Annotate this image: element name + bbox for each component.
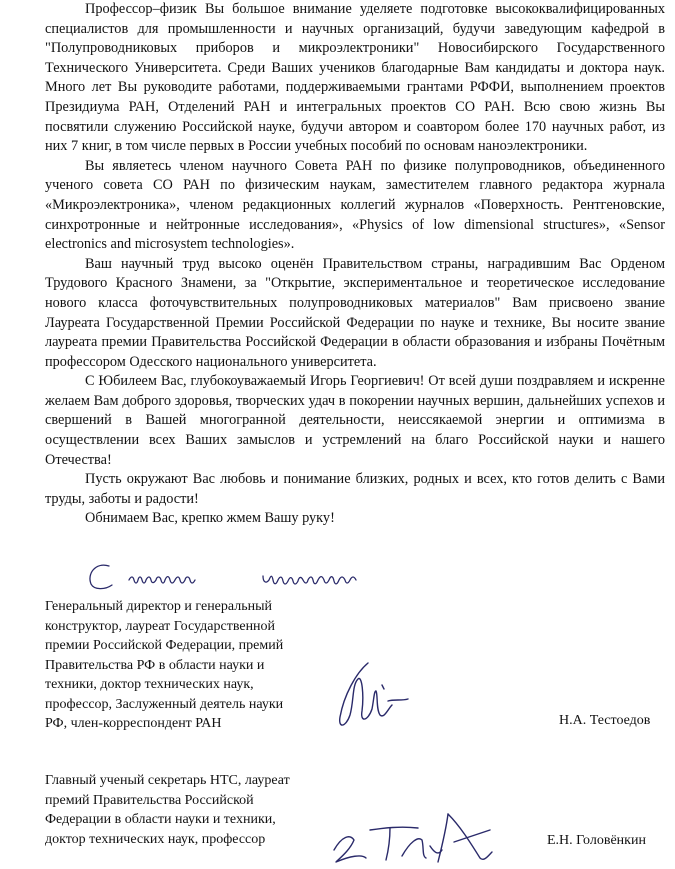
signatory-2-title: Главный ученый секретарь НТС, лауреат премий Правительства Российской Федерации в области науки и техники, доктор технических наук, профессор [45,773,290,847]
paragraph-2: Вы являетесь членом научного Совета РАН по физике полупроводников, объединенного ученого совета СО РАН по физическим наукам, заместителем главного редактора журнала «Микроэлектроника», членом редакционных коллегий журналов «Поверхность. Рентгеновские, синхротронные и нейтронные исследования», «Physics of low dimensional structures», «Sensor electronics and microsystem technologies». [45,157,665,253]
signature-1 [322,655,417,735]
paragraph-4: С Юбилеем Вас, глубокоуважаемый Игорь Георгиевич! От всей души поздравляем и искренне желаем Вам доброго здоровья, творческих удач в покорении научных вершин, дальнейших успехов и свершений в Вашей многогранной деятельности, неиссякаемой энергии и оптимизма в осуществлении всех Ваших замыслов и устремлений на благо Российской науки и нашего Отечества! [45,373,665,468]
paragraph-1: Профессор–физик Вы большое внимание уделяете подготовке высококвалифицированных специалистов для промышленности и научных организаций, будучи заведующим кафедрой в "Полупроводниковых приборов и микроэлектроники" Новосибирского Государственного Технического Университета. Среди Ваших учеников благодарные Вам кандидаты и доктора наук. Много лет Вы руководите работами, поддерживаемыми грантами РФФИ, выполнением проектов Президиума РАН, Отделений РАН и интегральных проектов СО РАН. Всю свою жизнь Вы посвятили служению Российской науке, будучи автором и соавтором более 170 научных работ, из них 7 книг, в том числе первых в России учебных пособий по основам наноэлектроники. [45,1,665,155]
signatory-1-title: Генеральный директор и генеральный конструктор, лауреат Государственной премии Российской Федерации, премий Правительства РФ в области науки и техники, доктор технических наук, профессор, Заслуженный деятель науки РФ, член-корреспондент РАН [45,599,284,731]
letter-body [45,0,665,529]
signatory-1-name: Н.А. Тестоедов [559,713,651,728]
handwritten-regards [85,560,415,594]
closing-line: Обнимаем Вас, крепко жмем Вашу руку! [85,510,335,527]
signatory-2-name: Е.Н. Головёнкин [547,833,646,848]
paragraph-5: Пусть окружают Вас любовь и понимание близких, родных и всех, кто готов делить с Вами труды, заботы и радости! [45,471,665,507]
signature-2 [330,806,510,868]
paragraph-3: Ваш научный труд высоко оценён Правительством страны, наградившим Вас Орденом Трудового Красного Знамени, за "Открытие, экспериментальное и теоретическое исследование нового класса фоточувствительных полупроводниковых материалов" Вам присвоено звание Лауреата Государственной Премии Российской Федерации по науке и технике, Вы носите звание лауреата премии Правительства Российской Федерации в области образования и избраны Почётным профессором Одесского национального университета. [45,255,665,370]
